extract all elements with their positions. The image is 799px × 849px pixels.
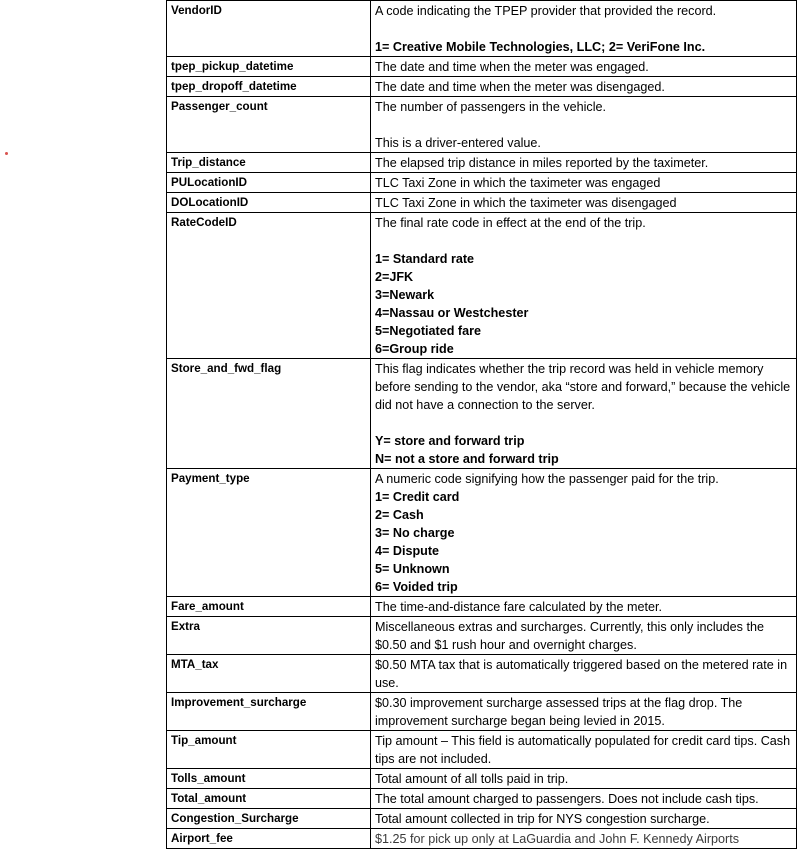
field-name: DOLocationID	[167, 193, 371, 213]
table-row	[167, 359, 797, 469]
table-row	[167, 655, 797, 693]
table-row	[167, 769, 797, 789]
code-item: 3= No charge	[375, 526, 455, 540]
table-row	[167, 789, 797, 809]
field-name: tpep_pickup_datetime	[167, 57, 371, 77]
code-item: 5= Unknown	[375, 562, 450, 576]
table-row	[167, 97, 797, 153]
code-item: 4= Dispute	[375, 544, 440, 558]
field-description: This flag indicates whether the trip record was held in vehicle memory before sending to the vendor, aka “store and forward,” because the vehicle did not have a connection to the server. Y= store and forward trip N= not a store and forward trip	[371, 359, 797, 469]
field-description: A code indicating the TPEP provider that provided the record. 1= Creative Mobile Technologies, LLC; 2= VeriFone Inc.	[371, 1, 797, 57]
field-description: $0.30 improvement surcharge assessed trips at the flag drop. The improvement surcharge began being levied in 2015.	[371, 693, 797, 731]
field-description: TLC Taxi Zone in which the taximeter was engaged	[371, 173, 797, 193]
field-name: PULocationID	[167, 173, 371, 193]
field-name: Passenger_count	[167, 97, 371, 153]
table-row	[167, 193, 797, 213]
table-row	[167, 617, 797, 655]
field-description: Total amount collected in trip for NYS congestion surcharge.	[371, 809, 797, 829]
field-description: The date and time when the meter was engaged.	[371, 57, 797, 77]
field-description: The total amount charged to passengers. Does not include cash tips.	[371, 789, 797, 809]
table-row	[167, 153, 797, 173]
table-row	[167, 469, 797, 597]
field-name: Trip_distance	[167, 153, 371, 173]
stray-dot	[5, 152, 8, 155]
code-item: Y= store and forward trip	[375, 434, 525, 448]
field-name: MTA_tax	[167, 655, 371, 693]
field-description: $0.50 MTA tax that is automatically triggered based on the metered rate in use.	[371, 655, 797, 693]
field-description: $1.25 for pick up only at LaGuardia and John F. Kennedy Airports	[371, 829, 797, 849]
code-note: 1= Creative Mobile Technologies, LLC; 2= VeriFone Inc.	[375, 40, 706, 54]
field-description: The final rate code in effect at the end of the trip. 1= Standard rate 2=JFK 3=Newark 4=Nassau or Westchester 5=Negotiated fare 6=Group ride	[371, 213, 797, 359]
code-item: 6=Group ride	[375, 342, 454, 356]
field-description: Total amount of all tolls paid in trip.	[371, 769, 797, 789]
table-row	[167, 731, 797, 769]
field-name: Airport_fee	[167, 829, 371, 849]
code-item: 1= Standard rate	[375, 252, 475, 266]
field-description: Tip amount – This field is automatically populated for credit card tips. Cash tips are not included.	[371, 731, 797, 769]
code-item: 2= Cash	[375, 508, 424, 522]
table-row	[167, 1, 797, 57]
code-item: 3=Newark	[375, 288, 435, 302]
field-name: tpep_dropoff_datetime	[167, 77, 371, 97]
code-item: N= not a store and forward trip	[375, 452, 559, 466]
field-name: RateCodeID	[167, 213, 371, 359]
field-name: Fare_amount	[167, 597, 371, 617]
code-item: 1= Credit card	[375, 490, 460, 504]
table-row	[167, 213, 797, 359]
table-row	[167, 597, 797, 617]
field-name: Store_and_fwd_flag	[167, 359, 371, 469]
code-item: 2=JFK	[375, 270, 414, 284]
field-description: The time-and-distance fare calculated by the meter.	[371, 597, 797, 617]
code-item: 5=Negotiated fare	[375, 324, 482, 338]
table-row	[167, 829, 797, 849]
field-name: Extra	[167, 617, 371, 655]
table-row	[167, 809, 797, 829]
table-row	[167, 693, 797, 731]
field-description: The number of passengers in the vehicle. This is a driver-entered value.	[371, 97, 797, 153]
table-row	[167, 77, 797, 97]
field-name: VendorID	[167, 1, 371, 57]
field-name: Improvement_surcharge	[167, 693, 371, 731]
field-name: Tip_amount	[167, 731, 371, 769]
data-dictionary-table	[166, 0, 797, 849]
field-description: The elapsed trip distance in miles reported by the taximeter.	[371, 153, 797, 173]
field-name: Payment_type	[167, 469, 371, 597]
field-description: TLC Taxi Zone in which the taximeter was disengaged	[371, 193, 797, 213]
field-name: Tolls_amount	[167, 769, 371, 789]
code-item: 6= Voided trip	[375, 580, 458, 594]
field-name: Congestion_Surcharge	[167, 809, 371, 829]
field-description: Miscellaneous extras and surcharges. Currently, this only includes the $0.50 and $1 rush hour and overnight charges.	[371, 617, 797, 655]
field-description: The date and time when the meter was disengaged.	[371, 77, 797, 97]
table-row	[167, 173, 797, 193]
field-description: A numeric code signifying how the passenger paid for the trip. 1= Credit card 2= Cash 3= No charge 4= Dispute 5= Unknown 6= Voided trip	[371, 469, 797, 597]
table-row	[167, 57, 797, 77]
field-name: Total_amount	[167, 789, 371, 809]
code-item: 4=Nassau or Westchester	[375, 306, 529, 320]
